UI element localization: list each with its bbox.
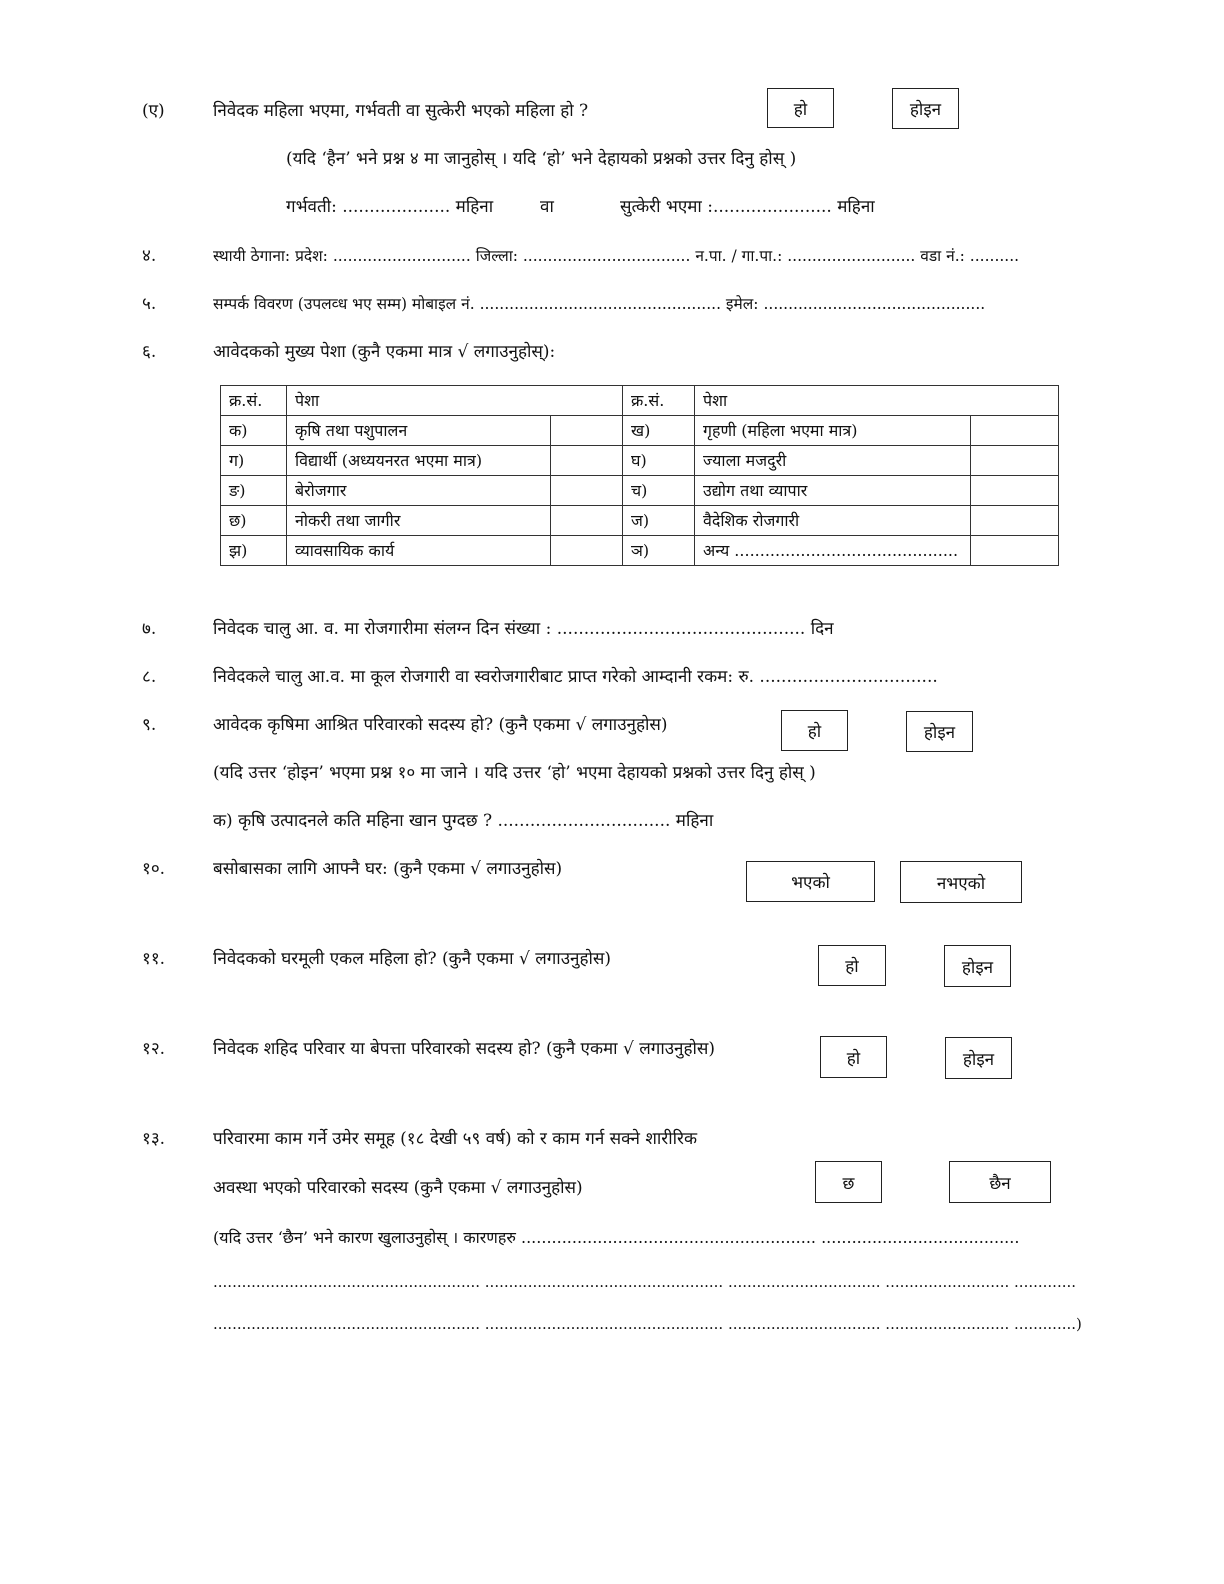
occupation-cell: गृहणी (महिला भएमा मात्र) — [695, 416, 971, 446]
q-e-note: (यदि ‘हैन’ भने प्रश्न ४ मा जानुहोस् । यदि ‘हो’ भने देहायको प्रश्नको उत्तर दिनु होस् ) — [286, 149, 797, 169]
q-e-question: निवेदक महिला भएमा, गर्भवती वा सुत्केरी भएको महिला हो ? — [213, 101, 589, 121]
q-e-postpartum-field[interactable]: सुत्केरी भएमा :...................... महिना — [620, 197, 875, 217]
serial-cell: ग) — [221, 446, 287, 476]
tick-cell[interactable] — [971, 506, 1059, 536]
header-occupation: पेशा — [287, 386, 623, 416]
q9-yes-box[interactable]: हो — [781, 710, 848, 751]
q4-number: ४. — [142, 246, 157, 266]
serial-cell: छ) — [221, 506, 287, 536]
q4-address-line[interactable]: स्थायी ठेगाना: प्रदेश: ............................ जिल्ला: .................................. न.पा. / गा.पा.: .......................... वडा नं.: .......... — [213, 247, 1020, 265]
q13-reason-dots-2[interactable]: ........................................................ .................................................. ................................ .......................... .............) — [213, 1315, 1082, 1333]
q9-question: आवेदक कृषिमा आश्रित परिवारको सदस्य हो? (कुनै एकमा √ लगाउनुहोस) — [213, 715, 668, 735]
occupation-cell: वैदेशिक रोजगारी — [695, 506, 971, 536]
occupation-cell: ज्याला मजदुरी — [695, 446, 971, 476]
occupation-cell: कृषि तथा पशुपालन — [287, 416, 551, 446]
q5-contact-line[interactable]: सम्पर्क विवरण (उपलव्ध भए सम्म) मोबाइल नं. ................................................. इमेल: ............................................. — [213, 295, 986, 313]
serial-cell: घ) — [623, 446, 695, 476]
q11-yes-box[interactable]: हो — [818, 945, 886, 986]
q12-question: निवेदक शहिद परिवार या बेपत्ता परिवारको सदस्य हो? (कुनै एकमा √ लगाउनुहोस) — [213, 1039, 716, 1059]
tick-cell[interactable] — [551, 506, 623, 536]
q13-number: १३. — [142, 1129, 166, 1149]
q9-months-line[interactable]: क) कृषि उत्पादनले कति महिना खान पुग्दछ ? ................................ महिना — [213, 811, 714, 831]
q6-question: आवेदकको मुख्य पेशा (कुनै एकमा मात्र √ लगाउनुहोस्): — [213, 342, 556, 362]
q11-no-box[interactable]: होइन — [944, 945, 1011, 987]
table-row — [221, 476, 1059, 506]
q8-number: ८. — [142, 667, 157, 687]
tick-cell[interactable] — [551, 476, 623, 506]
tick-cell[interactable] — [551, 416, 623, 446]
tick-cell[interactable] — [551, 536, 623, 566]
serial-cell: ख) — [623, 416, 695, 446]
q-e-no-box[interactable]: होइन — [892, 88, 959, 129]
occupation-cell: व्यावसायिक कार्य — [287, 536, 551, 566]
q-e-number: (ए) — [142, 101, 165, 121]
q6-number: ६. — [142, 342, 157, 362]
serial-cell: क) — [221, 416, 287, 446]
header-serial: क्र.सं. — [221, 386, 287, 416]
tick-cell[interactable] — [551, 446, 623, 476]
header-serial: क्र.सं. — [623, 386, 695, 416]
q-e-yes-box[interactable]: हो — [767, 88, 834, 128]
occupation-cell: उद्योग तथा व्यापार — [695, 476, 971, 506]
q13-no-box[interactable]: छैन — [949, 1161, 1051, 1203]
serial-cell: च) — [623, 476, 695, 506]
q13-yes-box[interactable]: छ — [815, 1161, 882, 1203]
q9-number: ९. — [142, 715, 157, 735]
occupation-cell: नोकरी तथा जागीर — [287, 506, 551, 536]
table-row — [221, 416, 1059, 446]
table-row — [221, 506, 1059, 536]
occupation-cell: अन्य ............................................ — [695, 536, 971, 566]
q7-days-line[interactable]: निवेदक चालु आ. व. मा रोजगारीमा संलग्न दिन संख्या : .............................................. दिन — [213, 619, 834, 639]
q-e-or: वा — [540, 197, 554, 217]
q9-no-box[interactable]: होइन — [906, 711, 973, 752]
table-header-row — [221, 386, 1059, 416]
q-e-pregnant-field[interactable]: गर्भवती: .................... महिना — [286, 197, 494, 217]
table-row — [221, 446, 1059, 476]
q13-line2: अवस्था भएको परिवारको सदस्य (कुनै एकमा √ लगाउनुहोस) — [213, 1178, 583, 1198]
serial-cell: ज) — [623, 506, 695, 536]
serial-cell: ङ) — [221, 476, 287, 506]
q7-number: ७. — [142, 619, 157, 639]
q11-number: ११. — [142, 949, 166, 969]
occupation-table — [220, 385, 1059, 566]
header-occupation: पेशा — [695, 386, 1059, 416]
serial-cell: झ) — [221, 536, 287, 566]
table-row — [221, 536, 1059, 566]
q10-number: १०. — [142, 859, 166, 879]
q12-yes-box[interactable]: हो — [820, 1036, 887, 1078]
occupation-cell: बेरोजगार — [287, 476, 551, 506]
tick-cell[interactable] — [971, 416, 1059, 446]
q13-reason-dots-1[interactable]: ........................................................ .................................................. ................................ .......................... ............. — [213, 1273, 1077, 1291]
q9-note: (यदि उत्तर ‘होइन’ भएमा प्रश्न १० मा जाने । यदि उत्तर ‘हो’ भएमा देहायको प्रश्नको उत्तर दिनु होस् ) — [213, 763, 816, 783]
q10-no-box[interactable]: नभएको — [900, 861, 1022, 903]
tick-cell[interactable] — [971, 476, 1059, 506]
q8-income-line[interactable]: निवेदकले चालु आ.व. मा कूल रोजगारी वा स्वरोजगारीबाट प्राप्त गरेको आम्दानी रकम: रु. ................................. — [213, 667, 938, 687]
tick-cell[interactable] — [971, 446, 1059, 476]
q11-question: निवेदकको घरमूली एकल महिला हो? (कुनै एकमा √ लगाउनुहोस) — [213, 949, 611, 969]
serial-cell: ञ) — [623, 536, 695, 566]
tick-cell[interactable] — [971, 536, 1059, 566]
q5-number: ५. — [142, 294, 157, 314]
q12-number: १२. — [142, 1039, 166, 1059]
q13-line1: परिवारमा काम गर्ने उमेर समूह (१८ देखी ५९ वर्ष) को र काम गर्न सक्ने शारीरिक — [213, 1129, 698, 1149]
q12-no-box[interactable]: होइन — [945, 1037, 1012, 1079]
q10-yes-box[interactable]: भएको — [746, 861, 875, 902]
q13-reason-line[interactable]: (यदि उत्तर ‘छैन’ भने कारण खुलाउनुहोस् । कारणहरु .......................................................... ....................................... — [213, 1228, 1020, 1247]
q10-question: बसोबासका लागि आफ्नै घर: (कुनै एकमा √ लगाउनुहोस) — [213, 859, 563, 879]
occupation-cell: विद्यार्थी (अध्ययनरत भएमा मात्र) — [287, 446, 551, 476]
